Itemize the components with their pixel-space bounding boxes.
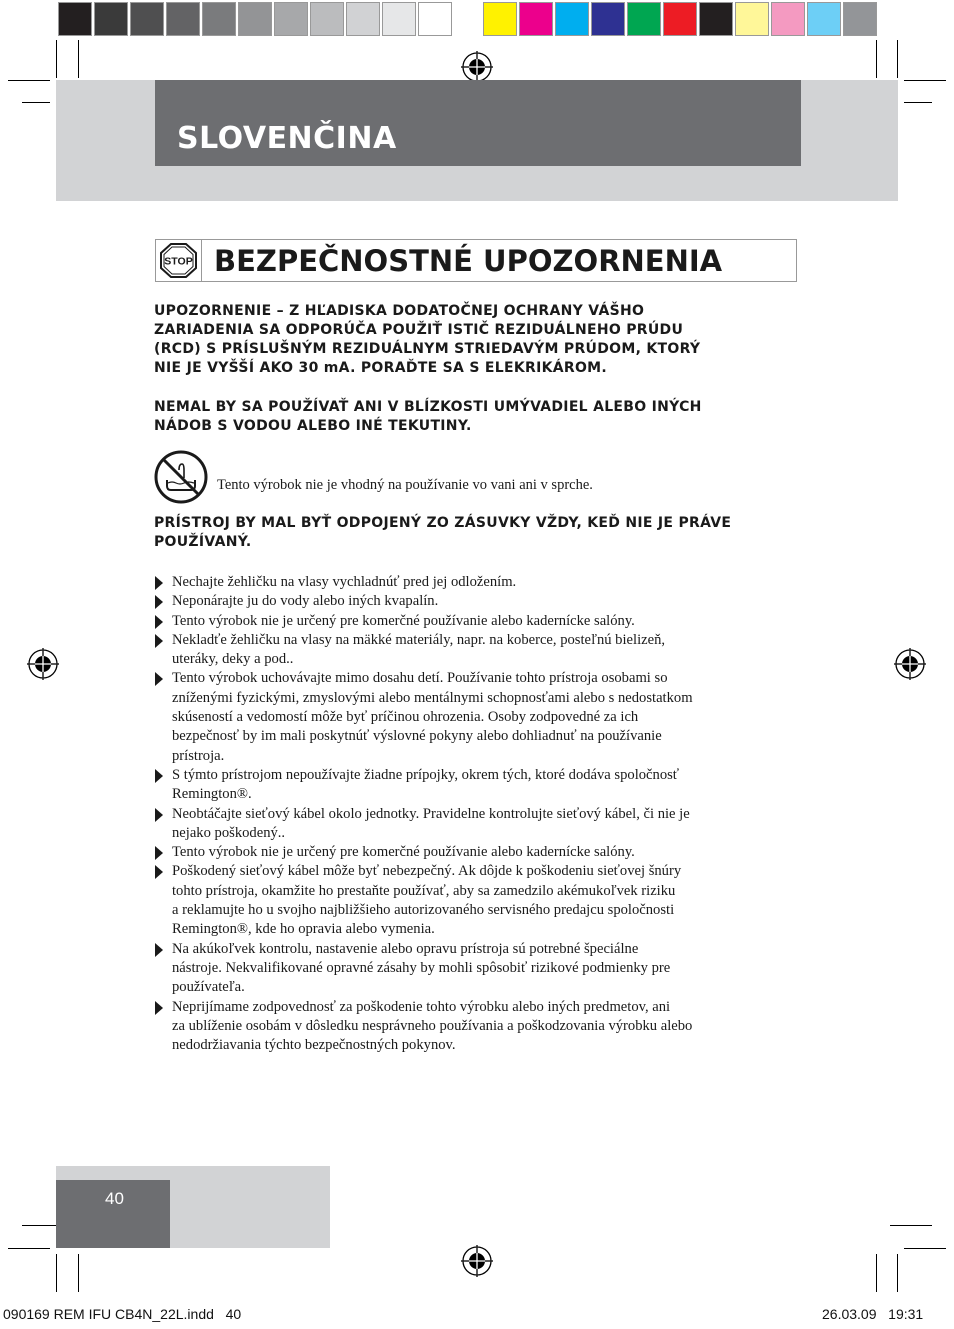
crop-mark: [8, 1248, 50, 1249]
crop-mark: [904, 1248, 946, 1249]
color-swatch: [238, 2, 272, 36]
safety-instructions-list: [154, 573, 794, 1055]
section-header: [155, 239, 797, 282]
bullet-triangle-icon: [155, 846, 163, 860]
rcd-warning: [154, 302, 700, 378]
list-item: [154, 998, 794, 1056]
date-slug: 26.03.09 19:31: [822, 1306, 924, 1322]
crop-mark: [890, 1225, 932, 1226]
list-item-line: Tento výrobok nie je určený pre komerčné používanie alebo kadernícke salóny.: [172, 612, 635, 629]
crop-mark: [22, 102, 50, 103]
registration-mark-icon: [894, 648, 926, 680]
stop-sign-label: STOP: [164, 255, 193, 268]
color-swatch: [94, 2, 128, 36]
registration-mark-icon: [461, 51, 493, 83]
list-item: [154, 592, 794, 611]
bullet-triangle-icon: [155, 808, 163, 822]
color-swatch: [202, 2, 236, 36]
process-color-bar: [482, 0, 878, 38]
bath-note: Tento výrobok nie je vhodný na používanie vo vani ani v sprche.: [217, 477, 593, 493]
color-swatch: [591, 2, 625, 36]
color-swatch: [735, 2, 769, 36]
warning-line: NÁDOB S VODOU ALEBO INÉ TEKUTINY.: [154, 418, 472, 434]
crop-mark: [78, 1254, 79, 1292]
language-header: [155, 80, 801, 166]
color-swatch: [627, 2, 661, 36]
crop-mark: [78, 40, 79, 78]
color-swatch: [807, 2, 841, 36]
warning-line: POUŽÍVANÝ.: [154, 534, 252, 550]
bullet-triangle-icon: [155, 634, 163, 648]
list-item-line: Neobtáčajte sieťový kábel okolo jednotky. Pravidelne kontrolujte sieťový kábel, či nie je: [172, 805, 690, 822]
list-item-line: zníženými fyzickými, zmyslovými alebo mentálnymi schopnosťami alebo s nedostatkom: [172, 689, 693, 706]
warning-line: PRÍSTROJ BY MAL BYŤ ODPOJENÝ ZO ZÁSUVKY VŽDY, KEĎ NIE JE PRÁVE: [154, 515, 732, 531]
list-item-line: Na akúkoľvek kontrolu, nastavenie alebo opravu prístroja sú potrebné špeciálne: [172, 940, 639, 957]
warning-line: UPOZORNENIE – Z HĽADISKA DODATOČNEJ OCHRANY VÁŠHO: [154, 303, 645, 319]
warning-line: NEMAL BY SA POUŽÍVAŤ ANI V BLÍZKOSTI UMÝVADIEL ALEBO INÝCH: [154, 399, 702, 415]
list-item-line: Nekladťe žehličku na vlasy na mäkké materiály, napr. na koberce, posteľnú bielizeň,: [172, 631, 666, 648]
warning-line: (RCD) S PRÍSLUŠNÝM REZIDUÁLNYM STRIEDAVÝM PRÚDOM, KTORÝ: [154, 341, 701, 357]
list-item-line: Neprijímame zodpovednosť za poškodenie tohto výrobku alebo iných predmetov, ani: [172, 998, 671, 1015]
list-item-line: Neponárajte ju do vody alebo iných kvapalín.: [172, 593, 439, 610]
list-item: [154, 669, 794, 765]
list-item: [154, 631, 794, 670]
list-item-line: Poškodený sieťový kábel môže byť nebezpečný. Ak dôjde k poškodeniu sieťovej šnúry: [172, 863, 682, 880]
grayscale-color-bar: [57, 0, 453, 38]
crop-mark: [904, 80, 946, 81]
color-swatch: [130, 2, 164, 36]
color-swatch: [382, 2, 416, 36]
list-item-line: nedodržiavania týchto bezpečnostných pokynov.: [172, 1037, 456, 1054]
stop-sign-icon: [156, 240, 201, 281]
stop-sign-cell: [156, 240, 202, 281]
list-item-line: S týmto prístrojom nepoužívajte žiadne prípojky, okrem tých, ktoré dodáva spoločnosť: [172, 766, 680, 783]
color-swatch: [663, 2, 697, 36]
list-item-line: prístroja.: [172, 747, 225, 764]
crop-mark: [876, 40, 877, 78]
water-warning: [154, 398, 702, 436]
unplug-warning: [154, 514, 731, 552]
color-swatch: [58, 2, 92, 36]
file-slug: 090169 REM IFU CB4N_22L.indd 40: [3, 1306, 242, 1322]
color-swatch: [310, 2, 344, 36]
list-item-line: za ublíženie osobám v dôsledku nesprávneho používania a poškodzovania výrobku alebo: [172, 1017, 693, 1034]
crop-mark: [56, 40, 57, 78]
color-swatch: [843, 2, 877, 36]
crop-mark: [8, 80, 50, 81]
list-item: [154, 862, 794, 939]
color-swatch: [274, 2, 308, 36]
list-item: [154, 612, 794, 631]
color-swatch: [771, 2, 805, 36]
color-swatch: [166, 2, 200, 36]
no-bath-icon: [154, 450, 208, 504]
bullet-triangle-icon: [155, 576, 163, 590]
color-swatch: [483, 2, 517, 36]
color-swatch: [418, 2, 452, 36]
list-item: [154, 940, 794, 998]
crop-mark: [56, 1254, 57, 1292]
page-number-box: [56, 1180, 170, 1248]
list-item-line: tohto prístroja, okamžite ho prestaňte používať, aby sa zamedzilo akémukoľvek riziku: [172, 882, 676, 899]
list-item: [154, 805, 794, 844]
list-item-line: Nechajte žehličku na vlasy vychladnúť pred jej odložením.: [172, 574, 517, 590]
bullet-triangle-icon: [155, 615, 163, 629]
list-item: [154, 573, 794, 592]
list-item-line: nejako poškodený..: [172, 824, 286, 841]
list-item-line: a reklamujte ho u svojho najbližšieho autorizovaného servisného predajcu spoločnosti: [172, 902, 675, 919]
page-number: 40: [105, 1189, 124, 1208]
list-item-line: uteráky, deky a pod..: [172, 651, 294, 668]
registration-mark-icon: [461, 1245, 493, 1277]
list-item: [154, 843, 794, 862]
section-title: BEZPEČNOSTNÉ UPOZORNENIA: [214, 244, 723, 278]
list-item: [154, 766, 794, 805]
bullet-triangle-icon: [155, 595, 163, 609]
list-item-line: Remington®, kde ho opravia alebo vymenia.: [172, 921, 435, 938]
bullet-triangle-icon: [155, 1001, 163, 1015]
list-item-line: Tento výrobok nie je určený pre komerčné používanie alebo kadernícke salóny.: [172, 844, 635, 861]
crop-mark: [897, 40, 898, 78]
color-swatch: [519, 2, 553, 36]
bullet-triangle-icon: [155, 865, 163, 879]
color-swatch: [346, 2, 380, 36]
color-swatch: [555, 2, 589, 36]
list-item-line: Remington®.: [172, 786, 252, 803]
crop-mark: [897, 1254, 898, 1292]
registration-mark-icon: [27, 648, 59, 680]
list-item-line: bezpečnosť by im mali poskytnúť výslovné pokyny alebo dohliadnuť na používanie: [172, 728, 662, 745]
list-item-line: skúseností a vedomostí môže byť príčinou ohrozenia. Osoby zodpovedné za ich: [172, 709, 639, 726]
language-title: SLOVENČINA: [177, 121, 397, 156]
list-item-line: nástroje. Nekvalifikované opravné zásahy by mohli spôsobiť rizikové podmienky pre: [172, 959, 671, 976]
list-item-line: používateľa.: [172, 979, 245, 996]
list-item-line: Tento výrobok uchovávajte mimo dosahu detí. Používanie tohto prístroja osobami so: [172, 670, 668, 687]
warning-line: ZARIADENIA SA ODPORÚČA POUŽIŤ ISTIČ REZIDUÁLNEHO PRÚDU: [154, 322, 684, 338]
color-swatch: [699, 2, 733, 36]
warning-line: NIE JE VYŠŠÍ AKO 30 mA. PORAĎTE SA S ELEKRIKÁROM.: [154, 360, 607, 376]
bullet-triangle-icon: [155, 769, 163, 783]
bullet-triangle-icon: [155, 943, 163, 957]
bullet-triangle-icon: [155, 672, 163, 686]
crop-mark: [876, 1254, 877, 1292]
crop-mark: [904, 102, 932, 103]
